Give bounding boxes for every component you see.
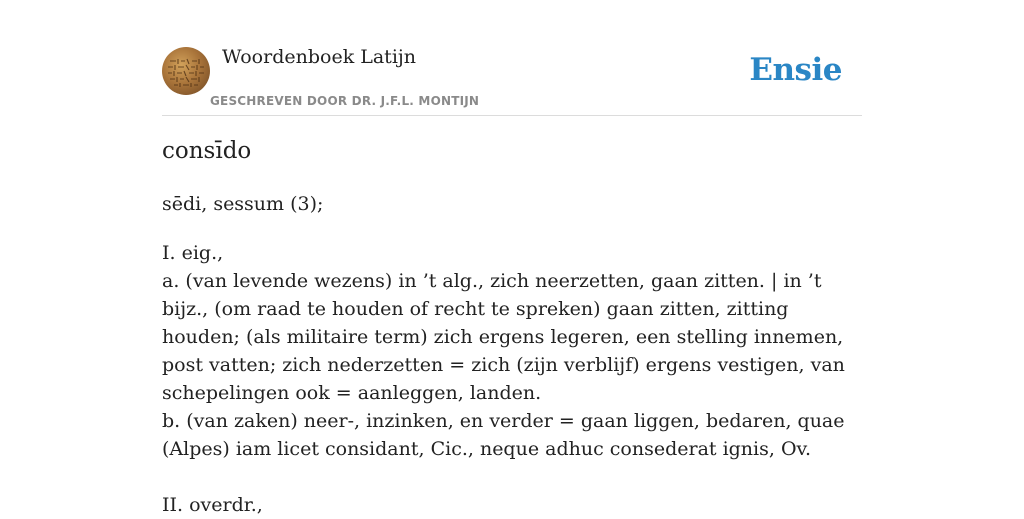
ensie-logo[interactable]: Ensie [749,52,842,88]
dictionary-title[interactable]: Woordenboek Latijn [222,46,417,68]
definition-line: a. (van levende wezens) in ’t alg., zich neerzetten, gaan zitten. | in ’t bijz., (om raad te houden of recht te spreken) gaan zitten, zitting houden; (als militaire term) zich ergens legeren, een stelling innemen, post vatten; zich nederzetten = zich (zijn verblijf) ergens vestigen, van schepelingen ook = aanleggen, landen. [162,270,845,404]
definition-line: b. (van zaken) neer-, inzinken, en verder = gaan liggen, bedaren, quae (Alpes) iam licet considant, Cic., neque adhuc consederat ignis, Ov. [162,410,845,460]
entry-definition [162,239,862,519]
author-credit[interactable]: GESCHREVEN DOOR DR. J.F.L. MONTIJN [210,94,480,108]
definition-line: I. eig., [162,242,224,264]
spacer [162,463,862,491]
inscription-coin-icon[interactable] [162,47,210,95]
entry-forms: sēdi, sessum (3); [162,193,324,215]
definition-line: II. overdr., [162,494,263,516]
entry-headword: consīdo [162,138,252,164]
site-header [162,0,862,116]
page-content [162,0,862,516]
